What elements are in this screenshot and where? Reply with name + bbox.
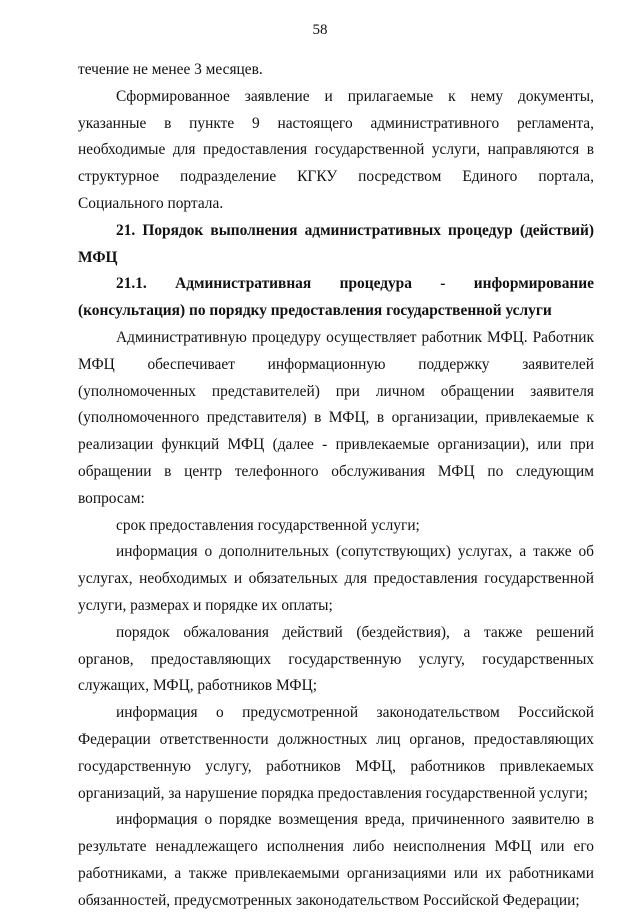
paragraph-application-submission: Сформированное заявление и прилагаемые к нему документы, указанные в пункте 9 настоящего административного регламента, необходимые для предоставления государственной услуги, направляются в структурное подразделение КГКУ посредством Единого портала, Социального портала. bbox=[78, 87, 594, 212]
list-item-service-term: срок предоставления государственной услуги; bbox=[116, 516, 420, 534]
list-item-appeal-procedure: порядок обжалования действий (бездействия), а также решений органов, предоставляющих государственную услугу, государственных служащих, МФЦ, работников МФЦ; bbox=[78, 623, 594, 695]
list-item-damage-compensation: информация о порядке возмещения вреда, причиненного заявителю в результате ненадлежащего исполнения либо неисполнения МФЦ или его работниками, а также привлекаемыми организациями или их работниками обязанностей, предусмотренных законодательством Российской Федерации; bbox=[78, 811, 594, 909]
paragraph-mfc-procedure: Административную процедуру осуществляет работник МФЦ. Работник МФЦ обеспечивает информационную поддержку заявителей (уполномоченных представителей) при личном обращении заявителя (уполномоченного представителя) в МФЦ, в организации, привлекаемые к реализации функций МФЦ (далее - привлекаемые организации), или при обращении в центр телефонного обслуживания МФЦ по следующим вопросам: bbox=[78, 328, 594, 507]
list-item-additional-services: информация о дополнительных (сопутствующих) услугах, а также об услугах, необходимых и обязательных для предоставления государственной услуги, размерах и порядке их оплаты; bbox=[78, 543, 594, 614]
section-heading-21: 21. Порядок выполнения административных процедур (действий) МФЦ bbox=[78, 221, 594, 266]
document-body bbox=[78, 57, 594, 915]
paragraph-continuation: течение не менее 3 месяцев. bbox=[78, 61, 263, 78]
page-number: 58 bbox=[312, 22, 328, 38]
subsection-heading-21-1: 21.1. Административная процедура - информирование (консультация) по порядку предоставления государственной услуги bbox=[78, 275, 594, 320]
list-item-liability: информация о предусмотренной законодательством Российской Федерации ответственности должностных лиц органов, предоставляющих государственную услугу, работников МФЦ, работников привлекаемых организаций, за нарушение порядка предоставления государственной услуги; bbox=[78, 704, 594, 802]
